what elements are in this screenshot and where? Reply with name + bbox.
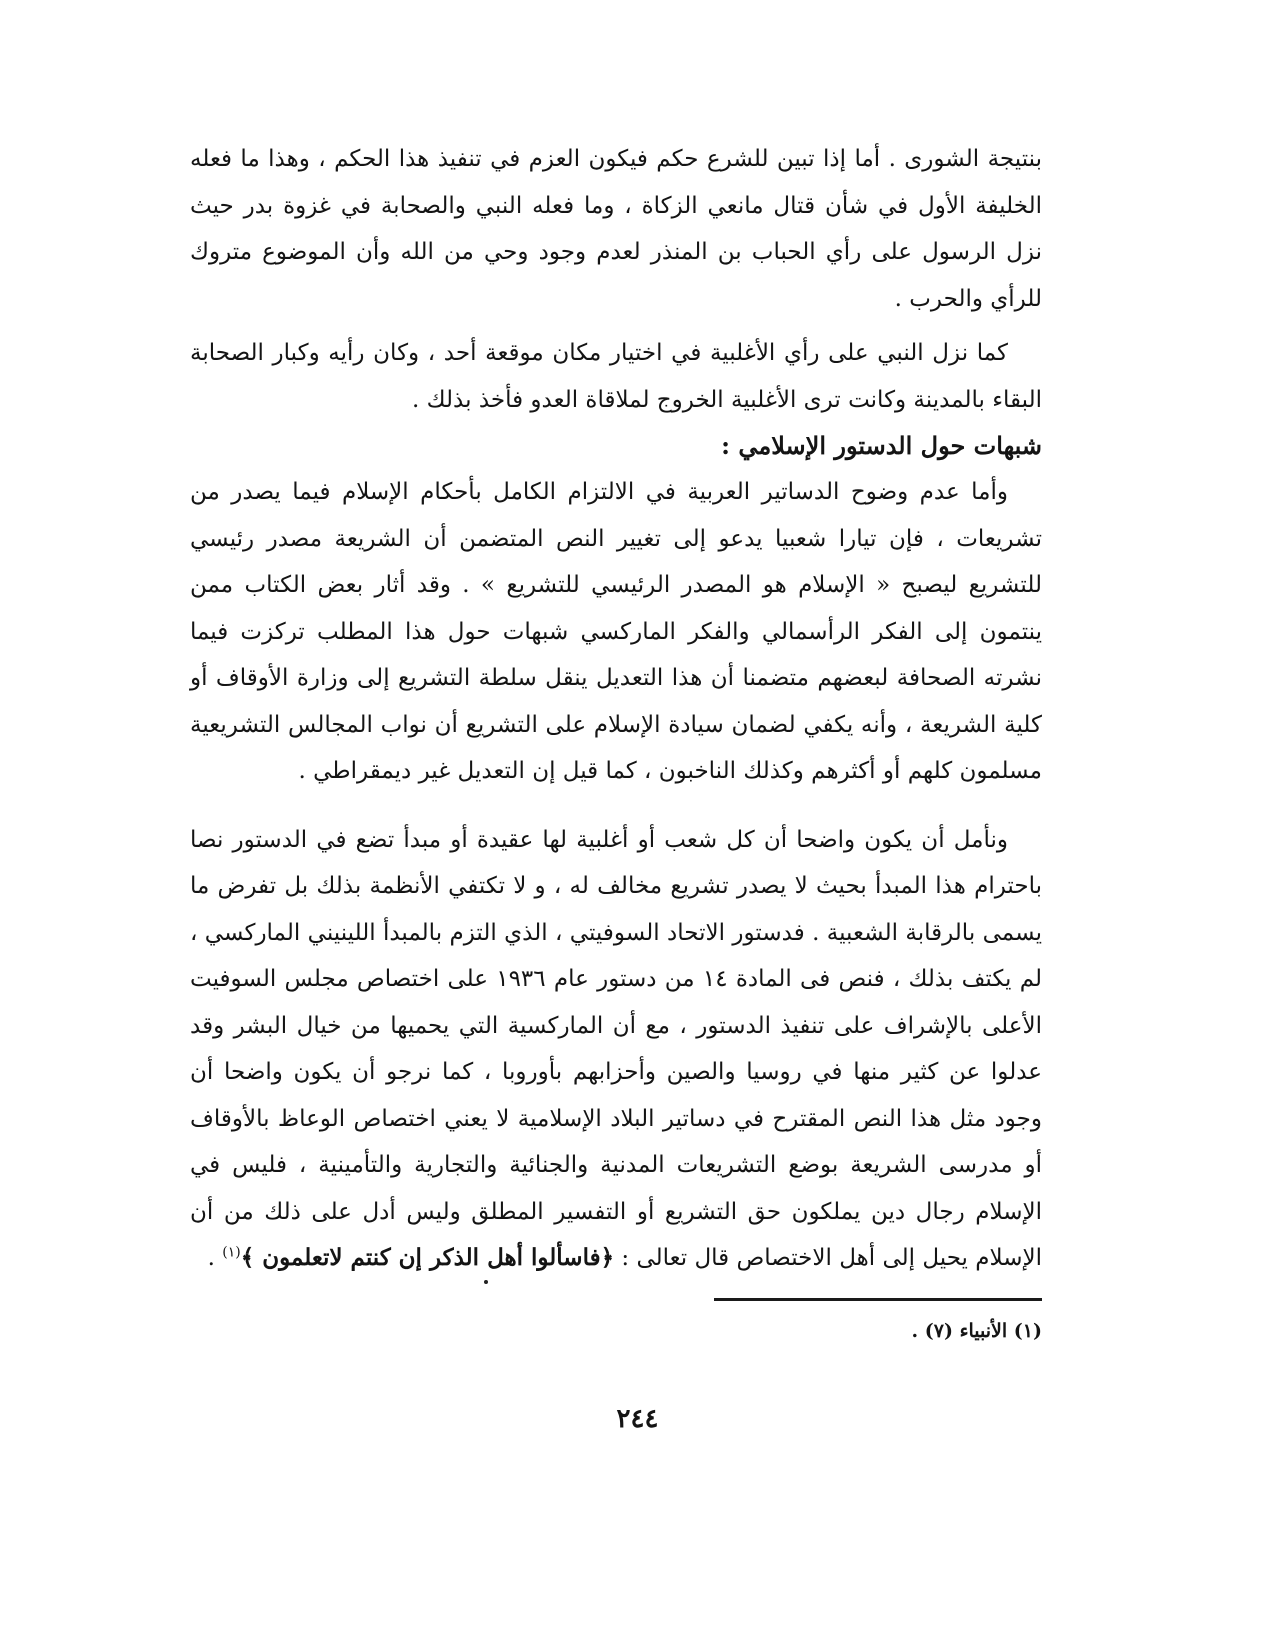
quote-open-bracket: ﴿ <box>600 1244 615 1271</box>
quote-text: فاسألوا أهل الذكر إن كنتم لاتعلمون <box>262 1244 601 1271</box>
footnote-reference: (١) <box>222 1244 241 1261</box>
paragraph-shura-result: بنتيجة الشورى . أما إذا تبين للشرع حكم فيكون العزم في تنفيذ هذا الحكم ، وهذا ما فعله الخليفة الأول في شأن قتال مانعي الزكاة ، وما فعله النبي والصحابة في غزوة بدر حيث نزل الرسول على رأي الحباب بن المنذر لعدم وجود وحي من الله وأن الموضوع متروك للرأي والحرب . <box>190 146 1042 312</box>
section-heading: شبهات حول الدستور الإسلامي : <box>721 431 1042 460</box>
paragraph-constitution-examples <box>190 817 1042 1282</box>
page-number: ٢٤٤ <box>616 1404 659 1434</box>
paragraph-constitution-doubts: وأما عدم وضوح الدساتير العربية في الالتزام الكامل بأحكام الإسلام فيما يصدر من تشريعات ، فإن تيارا شعبيا يدعو إلى تغيير النص المتضمن أن الشريعة مصدر رئيسي للتشريع ليصبح « الإسلام هو المصدر الرئيسي للتشريع » . وقد أثار بعض الكتاب ممن ينتمون إلى الفكر الرأسمالي والفكر الماركسي شبهات حول هذا المطلب تركزت فيما نشرته الصحافة لبعضهم متضمنا أن هذا التعديل ينقل سلطة التشريع إلى وزارة الأوقاف أو كلية الشريعة ، وأنه يكفي لضمان سيادة الإسلام على التشريع أن نواب المجالس التشريعية مسلمون كلهم أو أكثرهم وكذلك الناخبون ، كما قيل إن التعديل غير ديمقراطي . <box>190 479 1042 784</box>
paragraph-constitution-examples-text: ونأمل أن يكون واضحا أن كل شعب أو أغلبية لها عقيدة أو مبدأ تضع في الدستور نصا باحترام هذا المبدأ بحيث لا يصدر تشريع مخالف له ، و لا تكتفي الأنظمة بذلك بل تفرض ما يسمى بالرقابة الشعبية . فدستور الاتحاد السوفيتي ، الذي التزم بالمبدأ اللينيني الماركسي ، لم يكتف بذلك ، فنص فى المادة ١٤ من دستور عام ١٩٣٦ على اختصاص مجلس السوفيت الأعلى بالإشراف على تنفيذ الدستور ، مع أن الماركسية التي يحميها من خيال البشر وقد عدلوا عن كثير منها في روسيا والصين وأحزابهم بأوروبا ، كما نرجو أن يكون واضحا أن وجود مثل هذا النص المقترح في دساتير البلاد الإسلامية لا يعني اختصاص الوعاظ بالأوقاف أو مدرسى الشريعة بوضع التشريعات المدنية والجنائية والتجارية والتأمينية ، فليس في الإسلام رجال دين يملكون حق التشريع أو التفسير المطلق وليس أدل على ذلك من أن الإسلام يحيل إلى أهل الاختصاص قال تعالى : <box>190 826 1043 1271</box>
quote-end-punctuation: . <box>207 1245 223 1271</box>
footnote-separator-rule <box>714 1298 1042 1301</box>
page-body <box>190 136 1042 1596</box>
stray-dot-mark <box>484 1280 488 1284</box>
footnote: (١) الأنبياء (٧) . <box>911 1320 1042 1342</box>
quran-quote <box>241 1244 614 1271</box>
paragraph-uhud-majority: كما نزل النبي على رأي الأغلبية في اختيار مكان موقعة أحد ، وكان رأيه وكبار الصحابة البقاء بالمدينة وكانت ترى الأغلبية الخروج لملاقاة العدو فأخذ بذلك . <box>190 340 1042 413</box>
quote-close-bracket: ﴾ <box>240 1244 255 1271</box>
